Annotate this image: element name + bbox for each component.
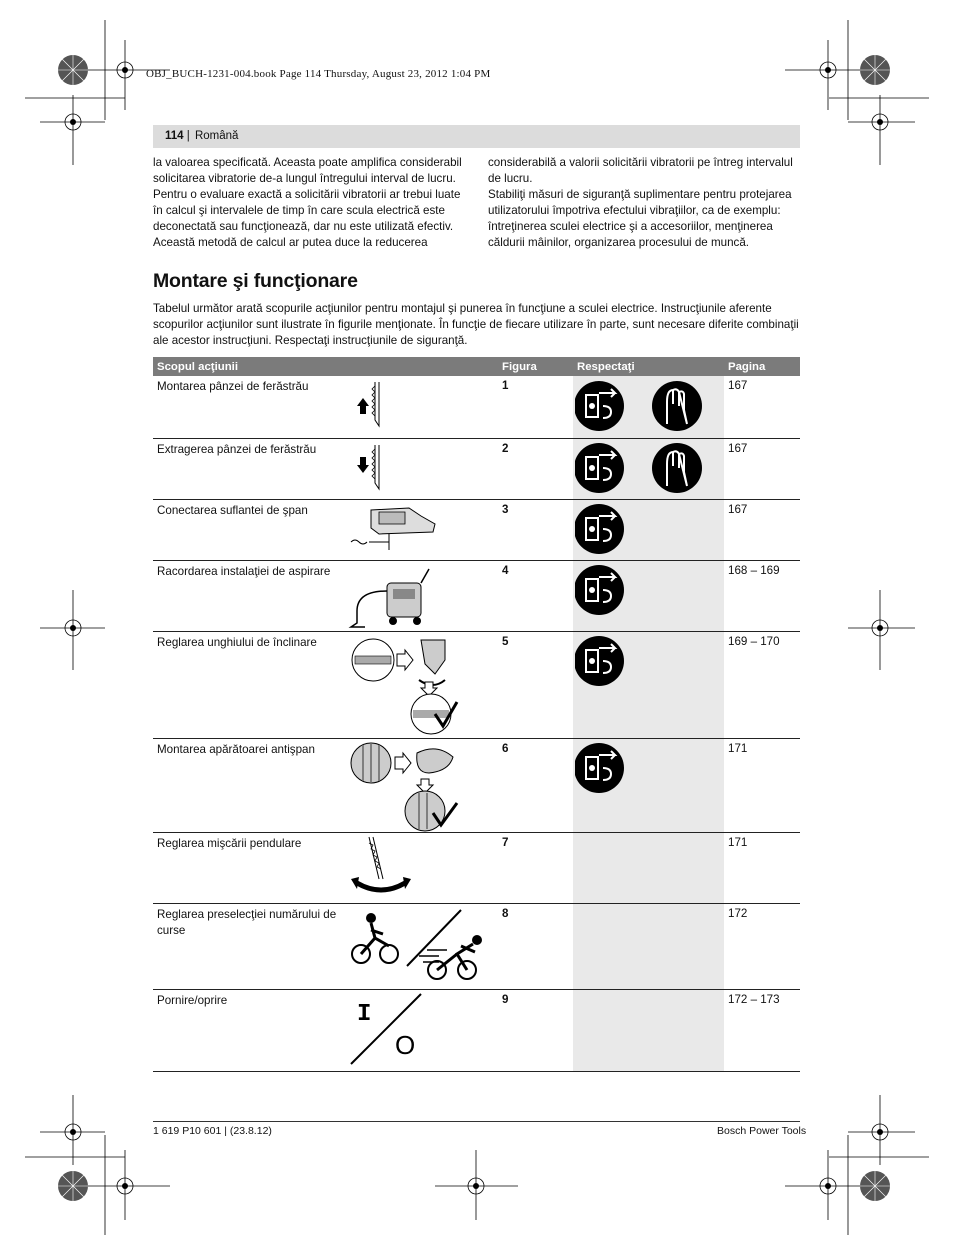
figure-number: 9 xyxy=(498,989,573,1071)
purpose-label: Reglarea unghiului de înclinare xyxy=(157,635,317,649)
purpose-cell xyxy=(153,903,498,989)
unplug-icon xyxy=(575,442,631,498)
unplug-icon xyxy=(575,635,631,691)
figure-number: 8 xyxy=(498,903,573,989)
figure-number: 3 xyxy=(498,499,573,560)
purpose-cell xyxy=(153,499,498,560)
purpose-cell xyxy=(153,376,498,438)
header-purpose: Scopul acţiunii xyxy=(153,357,498,376)
bevel-angle-icon xyxy=(349,634,459,736)
figure-number: 7 xyxy=(498,832,573,903)
page-cell: 171 xyxy=(724,832,800,903)
observe-cell xyxy=(573,631,724,738)
table-row xyxy=(153,738,800,832)
footer-brand: Bosch Power Tools xyxy=(717,1125,807,1137)
purpose-label: Reglarea preselecţiei numărului de curse xyxy=(157,907,337,937)
page-cell: 167 xyxy=(724,499,800,560)
page-number: 114 xyxy=(165,130,184,142)
jigsaw-blower-icon xyxy=(349,502,439,558)
figure-number: 2 xyxy=(498,438,573,499)
observe-cell xyxy=(573,560,724,631)
power-on-symbol: I xyxy=(357,1000,372,1028)
observe-cell xyxy=(573,438,724,499)
purpose-label: Extragerea pânzei de ferăstrău xyxy=(157,442,317,456)
power-off-symbol: O xyxy=(395,1029,416,1060)
footer-document-id: 1 619 P10 601 | (23.8.12) xyxy=(153,1125,272,1137)
observe-cell xyxy=(573,376,724,438)
purpose-cell xyxy=(153,989,498,1071)
purpose-cell xyxy=(153,738,498,832)
purpose-label: Reglarea mişcării pendulare xyxy=(157,836,302,850)
page-cell: 172 – 173 xyxy=(724,989,800,1071)
purpose-label: Montarea pânzei de ferăstrău xyxy=(157,380,309,393)
section-title: Montare şi funcţionare xyxy=(153,270,358,292)
page-cell: 169 – 170 xyxy=(724,631,800,738)
figure-number: 5 xyxy=(498,631,573,738)
figure-number: 4 xyxy=(498,560,573,631)
observe-cell xyxy=(573,499,724,560)
purpose-cell xyxy=(153,560,498,631)
section-intro: Tabelul următor arată scopurile acţiunilor pentru montajul şi punerea în funcţiune a sculei electrice. Instrucţiunile aferente scopurilor acţiunilor sunt ilustrate în figurile menţionate. În funcţie de fiecare utilizare în parte, sunt necesare diferite combinaţii ale acestor instrucţiuni. Respectaţi instrucţiunile de siguranţă. xyxy=(153,302,799,347)
table-header-row xyxy=(153,357,800,376)
table-row xyxy=(153,832,800,903)
figure-number: 1 xyxy=(498,376,573,438)
purpose-cell xyxy=(153,438,498,499)
page-cell: 167 xyxy=(724,438,800,499)
vacuum-cleaner-icon xyxy=(347,565,437,631)
figure-number: 6 xyxy=(498,738,573,832)
observe-cell xyxy=(573,903,724,989)
table-row xyxy=(153,560,800,631)
unplug-icon xyxy=(575,564,631,620)
footer-rule xyxy=(153,1121,800,1122)
unplug-icon xyxy=(575,503,631,559)
observe-cell xyxy=(573,832,724,903)
page-cell: 171 xyxy=(724,738,800,832)
unplug-icon xyxy=(575,742,631,798)
running-head-language: Română xyxy=(194,130,239,142)
table-row xyxy=(153,499,800,560)
running-head xyxy=(153,125,800,148)
text-column-left: la valoarea specificată. Aceasta poate amplifica considerabil solicitarea vibratorie de-a lungul întregului interval de lucru. Pentru o evaluare exactă a solicitării vibratorii ar trebui luate în calcul şi intervalele de timp în care scula electrică este deconectată sau funcţionează, dar nu este utilizată efectiv. Această metodă de calcul ar putea duce la reducerea xyxy=(153,156,462,249)
gloves-icon xyxy=(651,442,707,498)
header-observe: Respectaţi xyxy=(573,357,724,376)
table-row xyxy=(153,631,800,738)
table-row xyxy=(153,989,800,1071)
saw-blade-remove-icon xyxy=(349,443,389,493)
page-cell: 168 – 169 xyxy=(724,560,800,631)
page-cell: 167 xyxy=(724,376,800,438)
purpose-label: Montarea apărătoarei antişpan xyxy=(157,742,315,756)
header-page: Pagina xyxy=(724,357,800,376)
on-off-switch-icon xyxy=(349,992,429,1070)
actions-table xyxy=(153,357,800,1072)
table-row xyxy=(153,438,800,499)
header-figure: Figura xyxy=(498,357,573,376)
purpose-label: Racordarea instalaţiei de aspirare xyxy=(157,564,331,578)
table-row xyxy=(153,376,800,438)
observe-cell xyxy=(573,738,724,832)
table-row xyxy=(153,903,800,989)
purpose-label: Conectarea suflantei de şpan xyxy=(157,503,308,517)
print-header: OBJ_BUCH-1231-004.book Page 114 Thursday, August 23, 2012 1:04 PM xyxy=(146,68,491,80)
purpose-cell xyxy=(153,832,498,903)
running-head-separator: | xyxy=(186,130,190,142)
page-cell: 172 xyxy=(724,903,800,989)
splinter-guard-icon xyxy=(349,741,461,833)
pendulum-action-icon xyxy=(349,835,413,901)
gloves-icon xyxy=(651,380,707,436)
observe-cell xyxy=(573,989,724,1071)
saw-blade-insert-icon xyxy=(349,380,389,428)
purpose-cell xyxy=(153,631,498,738)
text-column-right: considerabilă a valorii solicitării vibratorii pe întreg intervalul de lucru. Stabiliţi măsuri de siguranţă suplimentare pentru protejarea utilizatorului împotriva efectului vibraţiilor, ca de exemplu: întreţinerea sculei electrice şi a accesoriilor, menţinerea căldurii mâinilor, organizarea procesului de muncă. xyxy=(488,156,793,249)
purpose-label: Pornire/oprire xyxy=(157,993,228,1007)
stroke-rate-icon xyxy=(349,906,489,986)
